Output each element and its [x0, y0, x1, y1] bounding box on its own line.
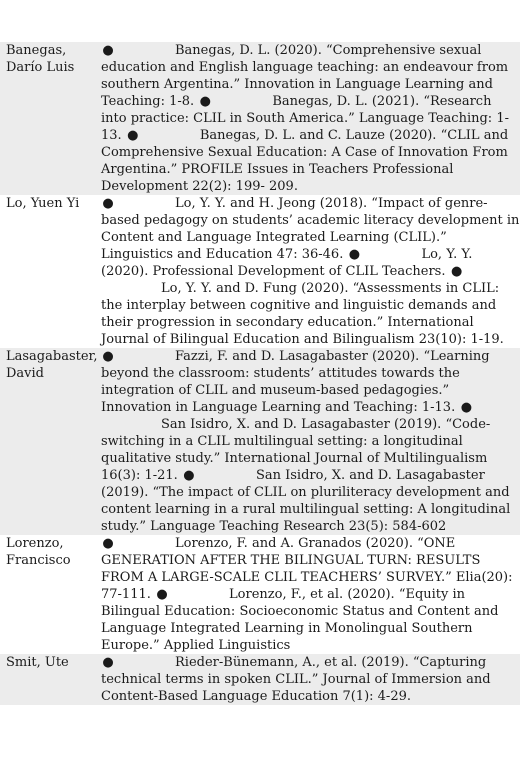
reference-list — [101, 348, 520, 535]
reference-list — [101, 195, 520, 348]
references-table — [0, 42, 520, 705]
table-row — [0, 348, 520, 535]
bullet-icon: ● — [127, 128, 139, 143]
author-name: Lo, Yuen Yi — [0, 195, 101, 348]
reference-text: Lorenzo, F., et al. (2020). “Equity in Bilingual Education: Socioeconomic Status and Content and Language Integrated Learning in Monolingual Southern Europe.” Applied Linguistics — [101, 587, 499, 653]
bullet-icon: ● — [460, 400, 473, 415]
author-name: Lorenzo, Francisco — [0, 535, 101, 654]
reference-text: San Isidro, X. and D. Lasagabaster (2019). “Code-switching in a CLIL multilingual setting: a longitudinal qualitative study.” International Journal of Multilingualism 16(3): 1-21. — [101, 417, 491, 483]
references-table-body — [0, 42, 520, 705]
bullet-icon: ● — [450, 264, 463, 279]
reference-list — [101, 535, 520, 654]
table-row — [0, 195, 520, 348]
reference-text: Lo, Y. Y. and D. Fung (2020). “Assessments in CLIL: the interplay between cognitive and linguistic demands and their progression in secondary education.” International Journal of Bilingual Education and Bilingualism 23(10): 1-19. — [101, 281, 504, 347]
table-row — [0, 535, 520, 654]
table-row — [0, 42, 520, 195]
reference-text: Banegas, D. L. and C. Lauze (2020). “CLIL and Comprehensive Sexual Education: A Case of Innovation From Argentina.” PROFILE Issues in Teachers Professional Development 22(2): 199- 209. — [101, 128, 509, 194]
reference-list — [101, 42, 520, 195]
bullet-icon: ● — [102, 349, 114, 364]
bullet-icon: ● — [102, 196, 114, 211]
reference-text: Lorenzo, F. and A. Granados (2020). “ONE GENERATION AFTER THE BILINGUAL TURN: RESULTS FROM A LARGE-SCALE CLIL TEACHERS’ SURVEY.” Elia(20): 77-111. — [101, 536, 513, 602]
reference-text: Rieder-Bünemann, A., et al. (2019). “Capturing technical terms in spoken CLIL.” Journal of Immersion and Content-Based Language Education 7(1): 4-29. — [101, 655, 491, 704]
table-row — [0, 654, 520, 705]
reference-text: Lo, Y. Y. and H. Jeong (2018). “Impact of genre-based pedagogy on students’ academic literacy development in Content and Language Integrated Learning (CLIL).” Linguistics and Education 47: 36-46. — [101, 196, 520, 262]
bullet-icon: ● — [156, 587, 168, 602]
bullet-icon: ● — [102, 655, 114, 670]
reference-list — [101, 654, 520, 705]
reference-text: Lo, Y. Y. (2020). Professional Development of CLIL Teachers. — [101, 247, 473, 279]
author-name: Lasagabaster, David — [0, 348, 101, 535]
author-name: Banegas, Darío Luis — [0, 42, 101, 195]
reference-text: San Isidro, X. and D. Lasagabaster (2019). “The impact of CLIL on pluriliteracy development and content learning in a rural multilingual setting: A longitudinal study.” Language Teaching Research 23(5): 584-602 — [101, 468, 511, 534]
bullet-icon: ● — [348, 247, 361, 262]
author-name: Smit, Ute — [0, 654, 101, 705]
reference-text: Fazzi, F. and D. Lasagabaster (2020). “Learning beyond the classroom: students’ attitudes towards the integration of CLIL and museum-based pedagogies.” Innovation in Language Learning and Teaching: 1-13. — [101, 349, 490, 415]
bullet-icon: ● — [102, 43, 114, 58]
bullet-icon: ● — [199, 94, 212, 109]
reference-text: Banegas, D. L. (2020). “Comprehensive sexual education and English language teaching: an endeavour from southern Argentina.” Innovation in Language Learning and Teaching: 1-8. — [101, 43, 509, 109]
bullet-icon: ● — [102, 536, 114, 551]
reference-text: Banegas, D. L. (2021). “Research into practice: CLIL in South America.” Language Teaching: 1-13. — [101, 94, 509, 143]
bullet-icon: ● — [183, 468, 195, 483]
